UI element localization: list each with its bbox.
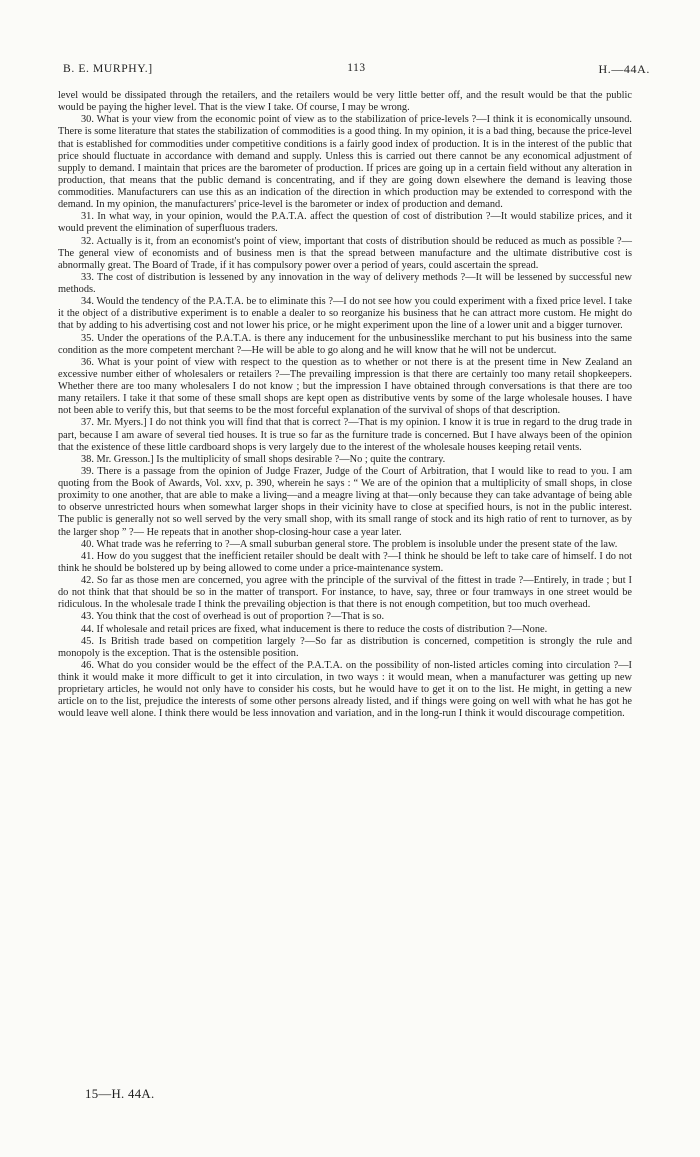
paragraph: 41. How do you suggest that the inefficient retailer should be dealt with ?—I think he should be left to take care of himself. I do not think he should be bolstered up by being allowed to come under a price-maintenance system. — [58, 550, 632, 574]
paragraph: 32. Actually is it, from an economist's point of view, important that costs of distribution should be reduced as much as possible ?—The general view of economists and of business men is that the spread between manufacture and the ultimate distributive cost is abnormally great. The Board of Trade, if it has compulsory power over a period of years, could ascertain the spread. — [58, 235, 632, 271]
paragraph: 35. Under the operations of the P.A.T.A. is there any inducement for the unbusinesslike merchant to put his business into the same condition as the more competent merchant ?—He will be able to go along and he will know that he will not be undercut. — [58, 332, 632, 356]
header-speaker: B. E. MURPHY.] — [63, 62, 153, 75]
paragraph: 43. You think that the cost of overhead is out of proportion ?—That is so. — [81, 611, 385, 623]
paragraph: 39. There is a passage from the opinion of Judge Frazer, Judge of the Court of Arbitration, that I would like to read to you. I am quoting from the Book of Awards, Vol. xxv, p. 390, wherein he says : “ We are of the opinion that a multiplicity of small shops, in close proximity to one another, that are able to make a living—and a meagre living at that—only because they can take advantage of being able to observe unrestricted hours when somewhat larger shops in their vicinity have to close at specified hours, is not in the public interest. The public is generally not so well served by the very small shop, with its small range of stock and its high ratio of rent to turnover, as by the larger shop ” ?— He repeats that in another shop-closing-hour case a year later. — [58, 465, 632, 538]
page-header — [63, 62, 650, 78]
paragraph: 38. Mr. Gresson.] Is the multiplicity of small shops desirable ?—No ; quite the contrary. — [81, 453, 446, 465]
page-footer-signature: 15—H. 44A. — [85, 1087, 155, 1101]
paragraph: 45. Is British trade based on competition largely ?—So far as distribution is concerned, competition is strongly the rule and monopoly is the exception. That is the ostensible position. — [58, 635, 632, 659]
paragraph: 33. The cost of distribution is lessened by any innovation in the way of delivery methods ?—It will be lessened by successful new methods. — [58, 271, 632, 295]
paragraph: 37. Mr. Myers.] I do not think you will find that that is correct ?—That is my opinion. I know it is true in regard to the drug trade in part, because I am aware of several tied houses. It is true so far as the furniture trade is concerned. But I have always been of the opinion that the existence of these little cardboard shops is very largely due to the interest of the wholesale houses keeping retail vents. — [58, 417, 632, 453]
paragraph: 40. What trade was he referring to ?—A small suburban general store. The problem is insoluble under the present state of the law. — [81, 538, 618, 550]
paragraph: 30. What is your view from the economic point of view as to the stabilization of price-levels ?—I think it is economically unsound. There is some literature that states the stabilization of commodities is a good thing. In my opinion, it is a bad thing, because the price-level that is established for commodities under competitive conditions is a fairly good index of production. It is in the interest of the public that price should fluctuate in accordance with demand and supply. Unless this is carried out there cannot be any economical adjustment of supply to demand. I maintain that prices are the barometer of production. If prices are going up in a certain field without any alteration in production, that means that the public demand is concentrating, and if they are going down elsewhere the demand is leaving those commodities. Manufacturers can use this as an indication of the direction in which production may be extended to correspond with the demand. In my opinion, the manufacturers' price-level is the barometer or index of production and demand. — [58, 114, 632, 211]
document-body — [58, 90, 632, 721]
page-number: 113 — [347, 62, 366, 74]
document-reference: H.—44A. — [598, 62, 650, 76]
paragraph: 36. What is your point of view with respect to the question as to whether or not there is at the present time in New Zealand an excessive number either of wholesalers or retailers ?—The prevailing impression is that there are certainly too many retail shopkeepers. Whether there are too many wholesalers I do not know ; but the impression I have obtained through conversations is that there are too many retailers. I take it that some of these small shops are kept open as distributive vents by some of the large wholesale houses. I have not been able to verify this, but that seems to be the most forceful explanation of the survival of shops of that description. — [58, 356, 632, 417]
paragraph: 31. In what way, in your opinion, would the P.A.T.A. affect the question of cost of distribution ?—It would stabilize prices, and it would prevent the elimination of superfluous traders. — [58, 211, 632, 235]
paragraph: 46. What do you consider would be the effect of the P.A.T.A. on the possibility of non-listed articles coming into circulation ?—I think it would make it more difficult to get it into circulation, in two ways : it would mean, when a manufacturer was getting up new proprietary articles, he would not only have to consider his costs, but he would have to get it on to the list. He might, in getting a new article on to the list, prejudice the interests of some other persons already listed, and if things were going on well with what he has got he would leave well alone. I think there would be less innovation and variation, and in the long-run I think it would discourage competition. — [58, 659, 632, 720]
paragraph: 42. So far as those men are concerned, you agree with the principle of the survival of the fittest in trade ?—Entirely, in trade ; but I do not think that that should be so in the matter of transport. For instance, to have, say, three or four tramways in one street would be ridiculous. In the wholesale trade I think the prevailing objection is that there is not enough competition, but too much overhead. — [58, 575, 632, 611]
paragraph: level would be dissipated through the retailers, and the retailers would be very little better off, and the result would be that the public would be paying the higher level. That is the view I take. Of course, I may be wrong. — [58, 90, 632, 114]
paragraph: 34. Would the tendency of the P.A.T.A. be to eliminate this ?—I do not see how you could experiment with a fixed price level. I take it the object of a distributive experiment is to enable a dealer to so reorganize his business that he can attract more custom. He might do that by adding to his advertising cost and not lower his price, or he might experiment upon the line of a lower unit and a bigger turnover. — [58, 296, 632, 332]
paragraph: 44. If wholesale and retail prices are fixed, what inducement is there to reduce the costs of distribution ?—None. — [81, 623, 548, 635]
